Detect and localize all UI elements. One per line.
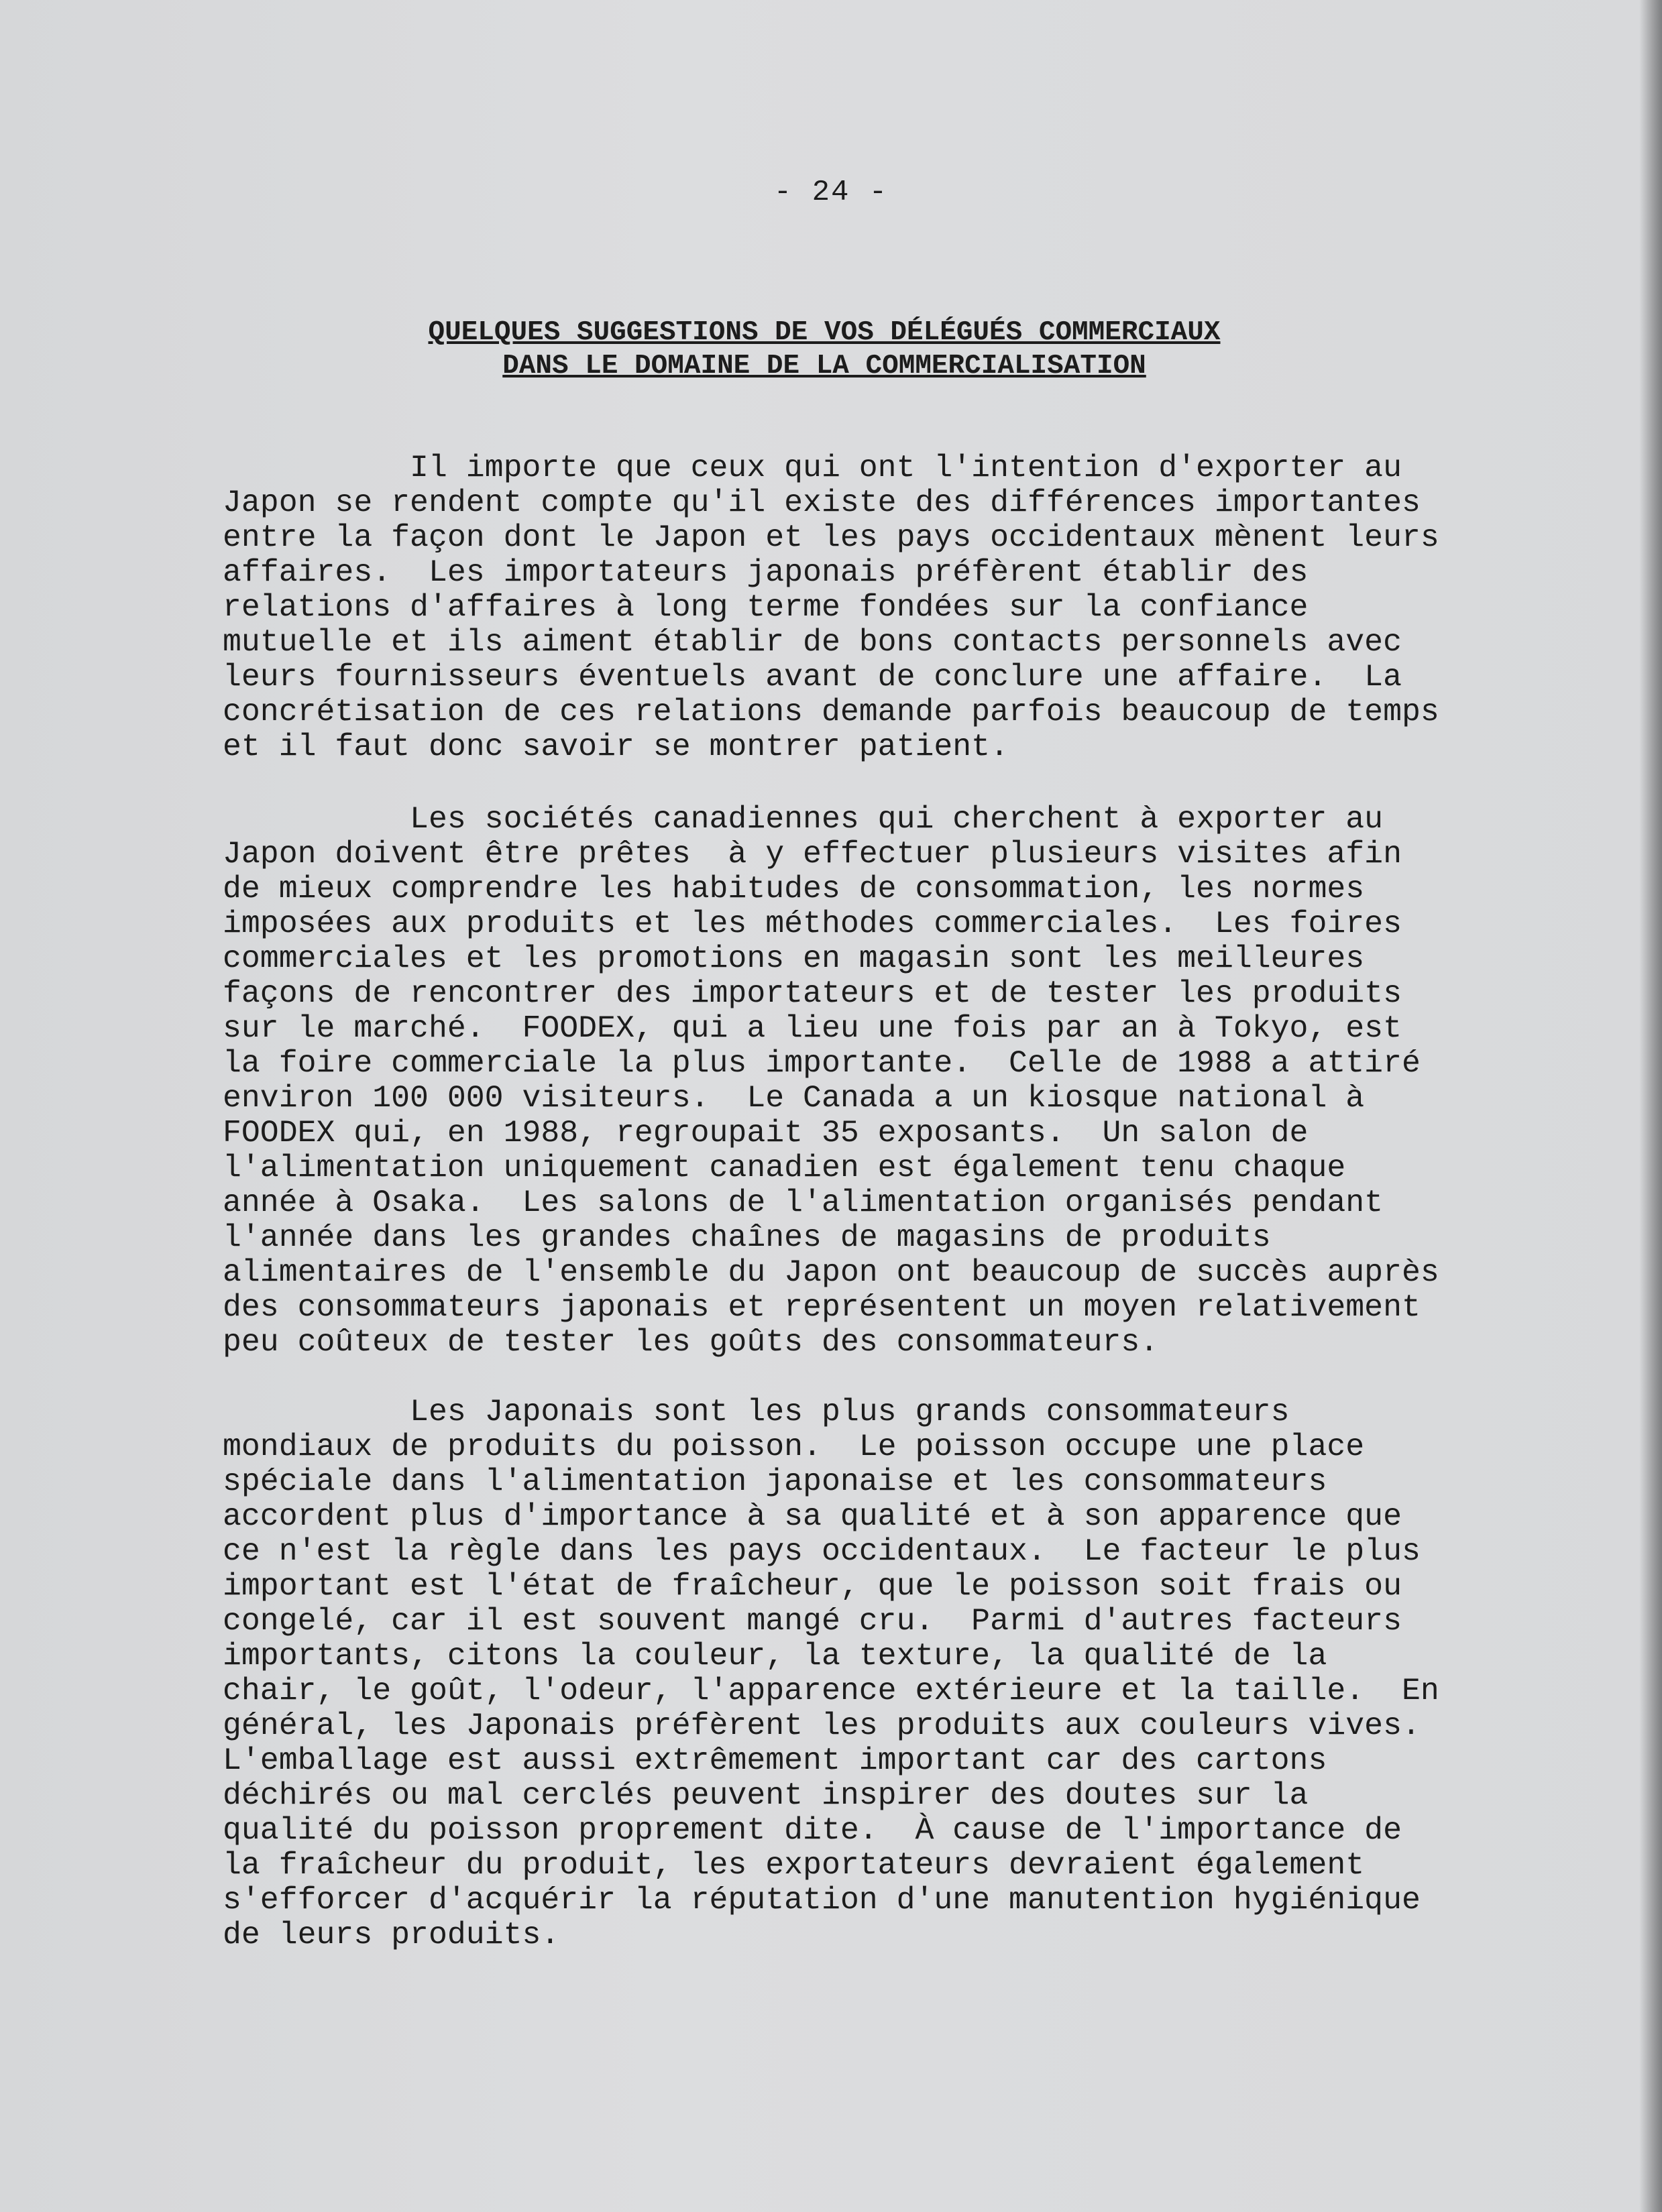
text-line: s'efforcer d'acquérir la réputation d'une manutention hygiénique: [223, 1882, 1421, 1918]
text-line: qualité du poisson proprement dite. À cause de l'importance de: [223, 1812, 1402, 1848]
text-line: des consommateurs japonais et représentent un moyen relativement: [223, 1289, 1421, 1325]
text-line: Il importe que ceux qui ont l'intention d'exporter au: [223, 450, 1402, 485]
text-line: déchirés ou mal cerclés peuvent inspirer des doutes sur la: [223, 1778, 1309, 1813]
text-line: L'emballage est aussi extrêmement important car des cartons: [223, 1743, 1327, 1778]
text-line: mondiaux de produits du poisson. Le poisson occupe une place: [223, 1429, 1365, 1464]
text-line: environ 100 000 visiteurs. Le Canada a un kiosque national à: [223, 1080, 1365, 1116]
text-line: façons de rencontrer des importateurs et de tester les produits: [223, 976, 1402, 1011]
text-line: de mieux comprendre les habitudes de consommation, les normes: [223, 871, 1365, 907]
text-line: année à Osaka. Les salons de l'alimentation organisés pendant: [223, 1185, 1384, 1220]
page-number: - 24 -: [773, 176, 889, 209]
text-line: leurs fournisseurs éventuels avant de conclure une affaire. La: [223, 659, 1402, 695]
text-line: et il faut donc savoir se montrer patient.: [223, 729, 1009, 764]
text-line: Japon doivent être prêtes à y effectuer plusieurs visites afin: [223, 836, 1402, 872]
text-line: imposées aux produits et les méthodes commerciales. Les foires: [223, 906, 1402, 941]
text-line: peu coûteux de tester les goûts des consommateurs.: [223, 1324, 1159, 1360]
text-line: sur le marché. FOODEX, qui a lieu une fois par an à Tokyo, est: [223, 1010, 1402, 1046]
text-line: alimentaires de l'ensemble du Japon ont beaucoup de succès auprès: [223, 1255, 1439, 1290]
text-line: spéciale dans l'alimentation japonaise et les consommateurs: [223, 1464, 1327, 1499]
text-line: l'alimentation uniquement canadien est également tenu chaque: [223, 1150, 1346, 1185]
text-line: important est l'état de fraîcheur, que le poisson soit frais ou: [223, 1568, 1402, 1604]
paragraph-3: [223, 1395, 1604, 1953]
text-line: relations d'affaires à long terme fondées sur la confiance: [223, 589, 1309, 625]
text-line: la fraîcheur du produit, les exportateurs devraient également: [223, 1847, 1365, 1883]
text-line: importants, citons la couleur, la texture, la qualité de la: [223, 1638, 1327, 1674]
paragraph-2: [223, 802, 1604, 1360]
text-line: chair, le goût, l'odeur, l'apparence extérieure et la taille. En: [223, 1673, 1439, 1708]
text-line: congelé, car il est souvent mangé cru. Parmi d'autres facteurs: [223, 1603, 1402, 1639]
page-edge-shadow: [1639, 0, 1662, 2212]
text-line: affaires. Les importateurs japonais préfèrent établir des: [223, 555, 1309, 590]
text-line: Les sociétés canadiennes qui cherchent à exporter au: [223, 801, 1384, 837]
text-line: FOODEX qui, en 1988, regroupait 35 exposants. Un salon de: [223, 1115, 1309, 1151]
text-line: entre la façon dont le Japon et les pays occidentaux mènent leurs: [223, 520, 1439, 555]
text-line: Les Japonais sont les plus grands consommateurs: [223, 1394, 1290, 1430]
text-line: accordent plus d'importance à sa qualité et à son apparence que: [223, 1499, 1402, 1534]
text-line: l'année dans les grandes chaînes de magasins de produits: [223, 1220, 1271, 1255]
text-line: la foire commerciale la plus importante. Celle de 1988 a attiré: [223, 1045, 1421, 1081]
text-line: général, les Japonais préfèrent les produits aux couleurs vives.: [223, 1708, 1421, 1743]
text-line: de leurs produits.: [223, 1917, 560, 1953]
text-line: Japon se rendent compte qu'il existe des différences importantes: [223, 485, 1421, 520]
text-line: concrétisation de ces relations demande parfois beaucoup de temps: [223, 694, 1439, 730]
text-line: mutuelle et ils aiment établir de bons contacts personnels avec: [223, 624, 1402, 660]
section-heading-line-1: QUELQUES SUGGESTIONS DE VOS DÉLÉGUÉS COMMERCIAUX: [428, 317, 1221, 348]
text-line: commerciales et les promotions en magasin sont les meilleures: [223, 941, 1365, 976]
section-heading-line-2: DANS LE DOMAINE DE LA COMMERCIALISATION: [502, 351, 1146, 382]
text-line: ce n'est la règle dans les pays occidentaux. Le facteur le plus: [223, 1533, 1421, 1569]
paragraph-1: [223, 451, 1604, 764]
